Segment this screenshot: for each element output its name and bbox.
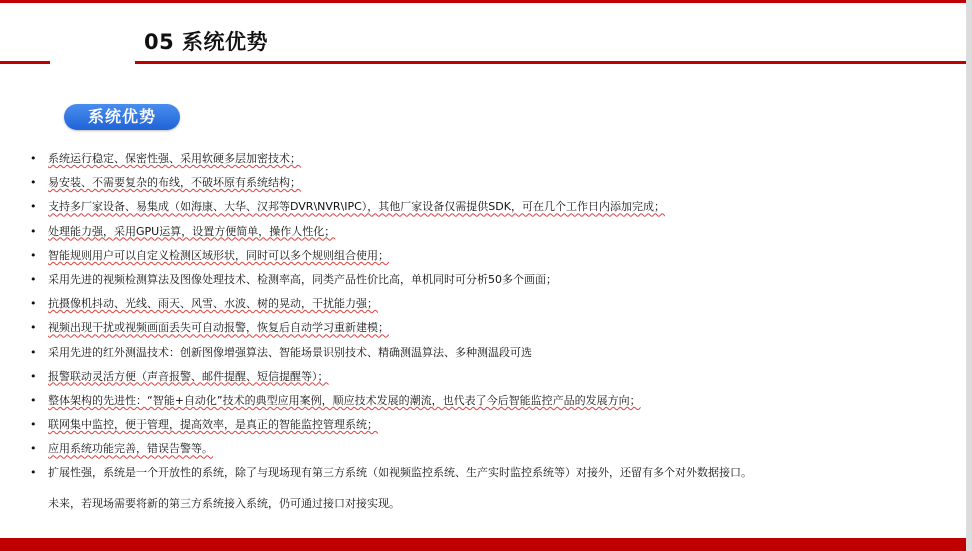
list-item — [30, 463, 950, 487]
list-item-text: 支持多厂家设备、易集成（如海康、大华、汉邦等DVR\NVR\IPC），其他厂家设备仅需提供SDK，可在几个工作日内添加完成； — [48, 200, 665, 214]
bullet-icon: • — [30, 442, 37, 456]
bullet-icon: • — [30, 393, 37, 407]
list-item-text: 整体架构的先进性：“智能+自动化”技术的典型应用案例，顺应技术发展的潮流，也代表了今后智能监控产品的发展方向； — [48, 393, 641, 407]
bullet-icon: • — [30, 152, 37, 165]
bullet-icon: • — [30, 176, 37, 190]
list-item — [30, 367, 950, 391]
bottom-bar — [0, 538, 966, 551]
list-item-text: 视频出现干扰或视频画面丢失可自动报警，恢复后自动学习重新建模； — [48, 321, 389, 335]
list-item-text: 采用先进的视频检测算法及图像处理技术、检测率高，同类产品性价比高，单机同时可分析50多个画面； — [48, 272, 557, 286]
list-item — [30, 173, 950, 197]
bullet-icon: • — [30, 224, 37, 238]
bullet-icon: • — [30, 345, 37, 359]
advantages-list — [30, 149, 950, 488]
bullet-icon: • — [30, 369, 37, 383]
list-item — [30, 222, 950, 246]
title-rule-left — [0, 61, 50, 64]
bullet-icon: • — [30, 466, 37, 480]
list-item-text: 应用系统功能完善，错误告警等。 — [48, 442, 213, 456]
bullet-icon: • — [30, 200, 37, 214]
bullet-icon: • — [30, 272, 37, 286]
list-item — [30, 246, 950, 270]
list-item-text: 处理能力强，采用GPU运算，设置方便简单，操作人性化； — [48, 224, 336, 238]
list-item — [30, 439, 950, 463]
list-item — [30, 391, 950, 415]
list-item — [30, 294, 950, 318]
window-edge — [966, 0, 972, 551]
title-rule — [135, 61, 966, 64]
list-item-text: 采用先进的红外测温技术：创新图像增强算法、智能场景识别技术、精确测温算法、多种测温段可选 — [48, 345, 532, 359]
list-item — [30, 149, 950, 173]
bullet-icon: • — [30, 297, 37, 311]
top-border — [0, 0, 966, 3]
list-item-text: 抗摄像机抖动、光线、雨天、风雪、水波、树的晃动，干扰能力强； — [48, 297, 378, 311]
section-badge: 系统优势 — [64, 104, 180, 130]
list-item-text: 联网集中监控，便于管理，提高效率，是真正的智能监控管理系统； — [48, 418, 378, 432]
list-item — [30, 343, 950, 367]
list-item-text: 易安装、不需要复杂的布线，不破坏原有系统结构； — [48, 176, 301, 190]
bullet-icon: • — [30, 418, 37, 432]
list-item — [30, 270, 950, 294]
list-item-text: 报警联动灵活方便（声音报警、邮件提醒、短信提醒等）； — [48, 369, 329, 383]
list-item-text: 扩展性强，系统是一个开放性的系统，除了与现场现有第三方系统（如视频监控系统、生产实时监控系统等）对接外，还留有多个对外数据接口。 — [48, 466, 752, 480]
list-item — [30, 318, 950, 342]
bullet-icon: • — [30, 248, 37, 262]
continuation-text: 未来，若现场需要将新的第三方系统接入系统，仍可通过接口对接实现。 — [48, 497, 400, 510]
list-item-text: 系统运行稳定、保密性强、采用软硬多层加密技术； — [48, 152, 301, 165]
list-item — [30, 415, 950, 439]
bullet-icon: • — [30, 321, 37, 335]
slide-title: 05 系统优势 — [144, 30, 269, 54]
list-item — [30, 197, 950, 221]
list-item-text: 智能规则用户可以自定义检测区域形状，同时可以多个规则组合使用； — [48, 248, 389, 262]
